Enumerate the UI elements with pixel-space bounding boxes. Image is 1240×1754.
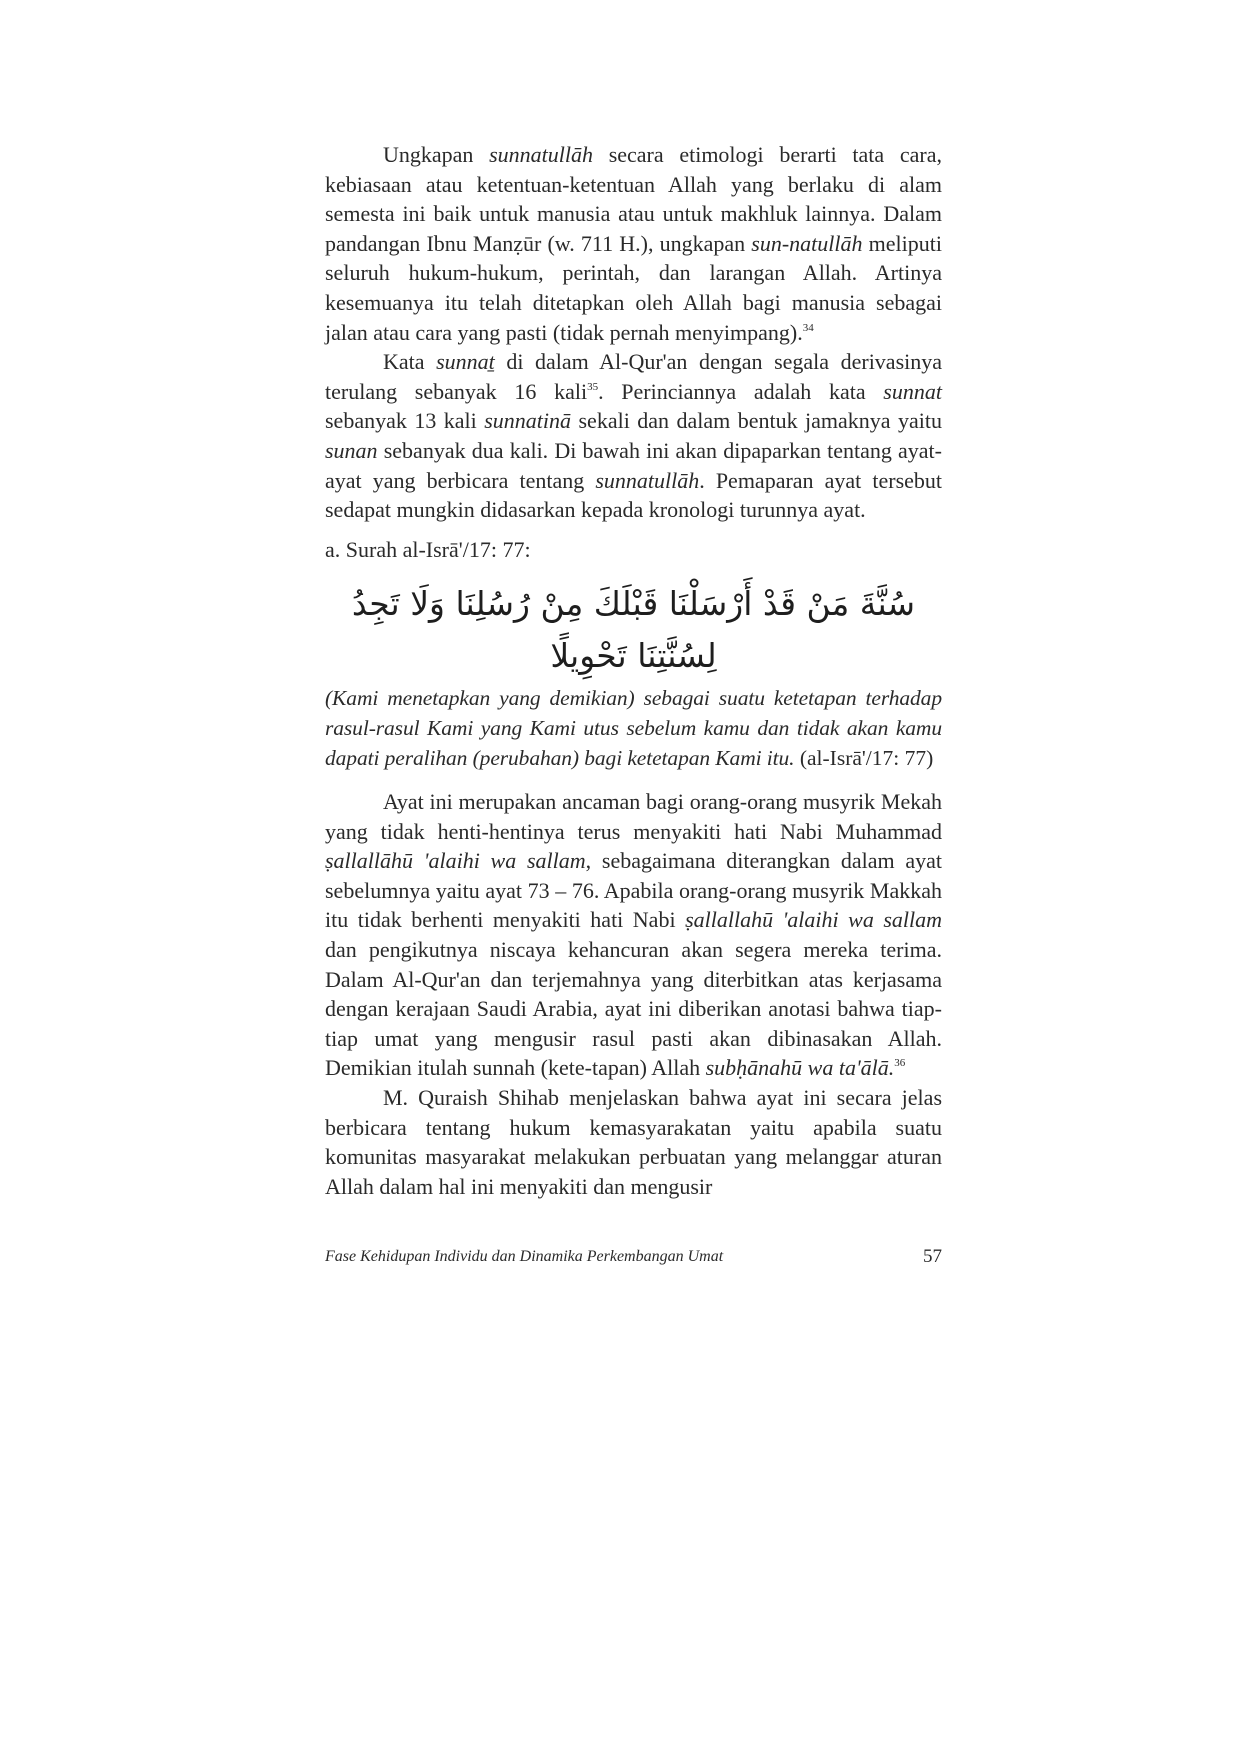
term-salawat: ṣallallāhū 'alaihi wa sallam [325, 848, 586, 874]
footnote-marker[interactable]: 35 [587, 380, 599, 393]
page-number: 57 [923, 1246, 942, 1267]
paragraph-quraish-shihab: M. Quraish Shihab menjelaskan bahwa ayat ini secara jelas berbicara tentang hukum kemasyarakatan yaitu apabila suatu komunitas masyarakat melakukan perbuatan yang melanggar aturan Allah dalam hal ini menyakiti dan mengusir [325, 1085, 942, 1199]
term-sunan: sunan [325, 437, 378, 463]
footnote-marker[interactable]: 34 [802, 321, 814, 334]
term-sunnat: sunnat [883, 378, 942, 404]
term-subhanahu: subḥānahū wa ta'ālā. [705, 1055, 895, 1081]
term-sunnatullah: sunnatullāh [489, 142, 594, 167]
arabic-verse: سُنَّةَ مَنْ قَدْ أَرْسَلْنَا قَبْلَكَ مِنْ رُسُلِنَا وَلَا تَجِدُ لِسُنَّتِنَا تَحْوِيلًا [351, 584, 916, 676]
page-content [325, 140, 942, 1201]
verse-translation: (Kami menetapkan yang demikian) sebagai suatu ketetapan terhadap rasul-rasul Kami yang Kami utus sebelum kamu dan tidak akan kamu dapati peralihan (perubahan) bagi ketetapan Kami itu. (al-Isrā'/17: 77) [325, 686, 942, 770]
term-sunnatina: sunnatinā [484, 408, 572, 434]
running-footer-title: Fase Kehidupan Individu dan Dinamika Perkembangan Umat [325, 1248, 724, 1265]
term-sunnatullah: sun-natullāh [751, 230, 863, 256]
surah-heading: a. Surah al-Isrā'/17: 77: [325, 536, 531, 562]
paragraph-verse-explanation: Ayat ini merupakan ancaman bagi orang-orang musyrik Mekah yang tidak henti-hentinya terus menyakiti hati Nabi Muhammad ṣallallāhū 'alaihi wa sallam, sebagaimana diterangkan dalam ayat sebelumnya yaitu ayat 73 – 76. Apabila orang-orang musyrik Makkah itu tidak berhenti menyakiti hati Nabi ṣallallahū 'alaihi wa sallam dan pengikutnya niscaya kehancuran akan segera mereka terima. Dalam Al-Qur'an dan terjemahnya yang diterbitkan atas kerjasama dengan kerajaan Saudi Arabia, ayat ini diberikan anotasi bahwa tiap-tiap umat yang mengusir rasul pasti akan dibinasakan Allah. Demikian itulah sunnah (kete-tapan) Allah subḥānahū wa ta'ālā.$^{36}$ [325, 789, 942, 1081]
footnote-marker[interactable]: 36 [894, 1057, 906, 1070]
paragraph-sunnat-occurrences: Kata sunnaṯ di dalam Al-Qur'an dengan segala derivasinya terulang sebanyak 16 kali$^{35}$. Perinciannya adalah kata sunnat sebanyak 13 kali sunnatinā sekali dan dalam bentuk jamaknya yaitu sunan sebanyak dua kali. Di bawah ini akan dipaparkan tentang ayat-ayat yang berbicara tentang sunnatullāh. Pemaparan ayat tersebut sedapat mungkin didasarkan kepada kronologi turunnya ayat. [325, 349, 943, 523]
page-footer [325, 1248, 942, 1278]
term-sunnatullah: sunnatullāh [595, 467, 700, 493]
paragraph-sunnatullah-definition: Ungkapan sunnatullāh secara etimologi berarti tata cara, kebiasaan atau ketentuan-ketentuan Allah yang berlaku di alam semesta ini baik untuk manusia atau untuk makhluk lainnya. Dalam pandangan Ibnu Manẓūr (w. 711 H.), ungkapan sun-natullāh meliputi seluruh hukum-hukum, perintah, dan larangan Allah. Artinya kesemuanya itu telah ditetapkan oleh Allah bagi manusia sebagai jalan atau cara yang pasti (tidak pernah menyimpang).$^{34}$ [325, 142, 943, 345]
term-salawat: ṣallallahū 'alaihi wa sallam [685, 907, 942, 933]
term-sunnat: sunnaṯ [436, 349, 495, 375]
verse-reference: (al-Isrā'/17: 77) [794, 745, 934, 770]
